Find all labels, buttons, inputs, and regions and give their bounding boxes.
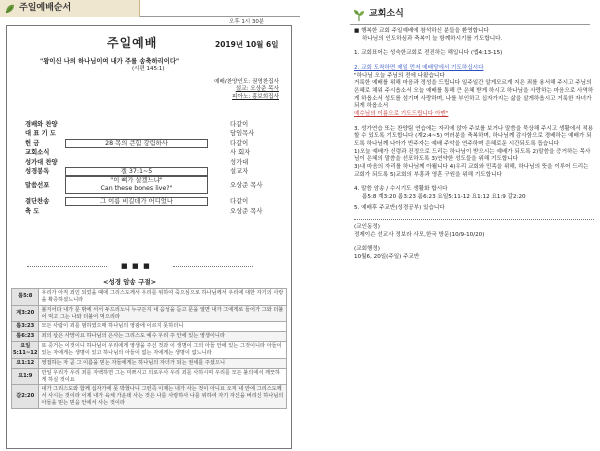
leader-sermon: 설교: 오상준 목사 bbox=[235, 86, 279, 93]
order-item: 결단찬송 bbox=[25, 198, 50, 206]
church-news-header bbox=[350, 5, 590, 25]
verse-text: 볼지어다 내가 문 밖에 서서 두드리노니 누구든지 내 음성을 듣고 문을 열면 내가 그에게로 들어가 그와 더불어 먹고 그는 나와 더불어 먹으리라 bbox=[39, 305, 287, 322]
worship-title: 주일예배 bbox=[107, 36, 158, 50]
sermon-title-box: "이 뼈가 살겠느냐" Can these bones live?" bbox=[65, 176, 208, 194]
worship-order-tab bbox=[0, 0, 140, 17]
members-news-text: 정제이슨 선교사 정보라 사모,한국 방문(10/9-10/20) bbox=[354, 231, 485, 238]
notice-2-title: 2. 교회 도착하면 제일 먼저 예배당에서 기도하십시다 bbox=[354, 64, 484, 71]
admin-news-title: (교회행정) bbox=[354, 246, 380, 253]
verse-text: 죄의 삯은 사망이요 하나님의 은사는 그리스도 예수 우리 주 안에 있는 영생이니라 bbox=[39, 332, 287, 342]
divider bbox=[27, 266, 107, 267]
memory-verse-title: <성경 암송 구절> bbox=[103, 278, 157, 286]
theme-verse: "왕이신 나의 하나님이여 내가 주를 송축하리이다" bbox=[40, 58, 180, 65]
table-row bbox=[12, 332, 287, 342]
table-row bbox=[12, 289, 287, 306]
leaf-icon bbox=[4, 3, 16, 15]
admin-news-text: 10월6, 20일(주일) 주교반 bbox=[354, 254, 420, 261]
worship-leaders bbox=[184, 79, 279, 101]
divider bbox=[173, 266, 253, 267]
order-leader: 담임목사 bbox=[230, 130, 255, 138]
order-item: 교회소식 bbox=[25, 149, 50, 157]
order-row bbox=[25, 198, 283, 207]
verse-ref: 갈2:20 bbox=[12, 385, 39, 409]
order-leader: 사 회자 bbox=[230, 149, 251, 157]
verse-ref: 롬5:8 bbox=[12, 289, 39, 306]
verse-ref: 요일 5:11~12 bbox=[12, 342, 39, 359]
order-row bbox=[25, 140, 283, 149]
notice-3: 3. 성가연습 또는 찬양팀 연습에는 자리에 앉아 주보를 보거나 말씀을 묵상해 주시고 생활에서 적용할 수 있도록 기도합니다 (계2:4~5) 여러분을 축복하며, 하나님께 감사함으로 경배하는 예배가 되도록 하나님께 나아가 반주자는 예배 주악을 연주하며 은혜로운 시간되도록 돕습니다 bbox=[354, 125, 594, 147]
leader-piano: 피아노: 홍보희집사 bbox=[232, 93, 279, 100]
order-content-box: 겔 37:1~5 bbox=[65, 167, 208, 176]
table-row bbox=[12, 305, 287, 322]
verse-ref: 요1:12 bbox=[12, 358, 39, 368]
plant-icon bbox=[352, 8, 366, 22]
table-row bbox=[12, 342, 287, 359]
verse-ref: 롬3:23 bbox=[12, 322, 39, 332]
worship-order-title: 주일예배순서 bbox=[19, 2, 72, 13]
notice-3-prayer-2: 3)내 마음의 자리를 하나님께 아룁니다 4)우리 교회와 민족을 위해, 하나님의 뜻을 이루어 드리는 교회가 되도록 5)교회의 부흥과 영혼 구원을 위해 기도합니다 bbox=[354, 163, 589, 178]
notice-2-quote: "하나님 오늘 주님의 전에 나왔습니다 bbox=[354, 72, 445, 79]
verse-text: 우리가 아직 죄인 되었을 때에 그리스도께서 우리를 위하여 죽으심으로 하나님께서 우리에 대한 자기의 사랑을 확증하셨느니라 bbox=[39, 289, 287, 306]
order-row bbox=[25, 121, 283, 130]
notice-4-verses: 롬5:8 계3:20 롬3:23 롬6:23 요일5:11-12 요1:12 요1:9 갈2:20 bbox=[362, 193, 526, 200]
verse-text: 모든 사람이 죄를 범하였으매 하나님의 영광에 이르지 못하더니 bbox=[39, 322, 287, 332]
order-content-box: 그 이름 비길데가 어디었나 bbox=[65, 197, 208, 206]
welcome-line: ■ 행복한 교회 주일예배에 참석하신 분들을 환영합니다 bbox=[354, 28, 489, 34]
notice-2-prayer: 거룩한 예배를 위해 마음과 정성을 드립니다 일주일간 알게모르게 지은 죄를 용서해 주시고 주님의 은혜로 채워 주시옵소서 오늘 예배를 통해 큰 은혜 받게 하시고 하나님을 사랑하는 마음으로 사역하게 하옵소서 성도를 섬기며 사랑하며, 나를 부인하고 십자가지는 삶을 살게하옵시고 거룩한 자녀가 되게 하옵소서 bbox=[354, 80, 594, 110]
worship-date: 2019년 10월 6일 bbox=[215, 40, 279, 49]
table-row bbox=[12, 358, 287, 368]
order-of-service bbox=[25, 121, 283, 217]
order-item: 말씀선포 bbox=[25, 182, 50, 190]
table-row bbox=[12, 368, 287, 385]
worship-time: 오후 1시 30분 bbox=[229, 19, 265, 25]
left-header-bar bbox=[0, 0, 300, 17]
order-item: 축 도 bbox=[25, 207, 40, 215]
divider bbox=[354, 219, 594, 220]
order-leader: 오상준 목사 bbox=[230, 182, 263, 190]
order-leader: 오상준 목사 bbox=[230, 207, 263, 215]
order-leader: 다같이 bbox=[230, 198, 249, 206]
notice-2-amen: 예수님의 이름으로 기도드립니다 아멘" bbox=[354, 110, 449, 117]
welcome-blessing: 하나님의 인도하심과 축복이 늘 함께하시기를 기도합니다. bbox=[362, 35, 503, 42]
leader-worship: 예배/찬양인도: 권영찬집사 bbox=[214, 79, 279, 85]
church-news-body bbox=[354, 28, 594, 262]
order-item: 성가대 찬양 bbox=[25, 158, 58, 166]
order-leader: 성가대 bbox=[230, 158, 249, 166]
divider-dots: ■ ■ ■ bbox=[121, 262, 151, 270]
verse-ref: 계3:20 bbox=[12, 305, 39, 322]
order-item: 헌 금 bbox=[25, 139, 40, 147]
order-item: 경배와 찬양 bbox=[25, 121, 58, 128]
order-item: 대 표 기 도 bbox=[25, 130, 56, 138]
members-news-title: (교인동정) bbox=[354, 224, 380, 231]
verse-ref: 롬6:23 bbox=[12, 332, 39, 342]
verse-text: 영접하는 자 곧 그 이름을 믿는 자들에게는 하나님의 자녀가 되는 권세를 주셨으니 bbox=[39, 358, 287, 368]
worship-panel bbox=[6, 25, 292, 449]
notice-2-ending bbox=[354, 111, 594, 119]
theme-verse-ref: (시편 145:1) bbox=[132, 66, 165, 72]
notice-5: 5. 예배후 주교반(성경공부) 있습니다 bbox=[354, 205, 445, 212]
verse-text: 또 증거는 이것이니 하나님이 우리에게 영생을 주신 것과 이 생명이 그의 아들 안에 있는 그것이니라 아들이 있는 자에게는 생명이 있고 하나님의 아들이 없는 자에게는 생명이 없느니라 bbox=[39, 342, 287, 359]
order-item: 성경봉독 bbox=[25, 167, 50, 175]
church-news-title: 교회소식 bbox=[369, 8, 404, 19]
order-leader: 다같이 bbox=[230, 139, 249, 147]
order-row bbox=[25, 149, 283, 158]
memory-verse-table bbox=[11, 288, 287, 409]
church-news-page bbox=[300, 0, 600, 451]
order-leader: 설교자 bbox=[230, 167, 249, 175]
verse-text: 내가 그리스도와 함께 십자가에 못 박혔나니 그런즉 이제는 내가 사는 것이 아니요 오직 내 안에 그리스도께서 사시는 것이라 이제 내가 육체 가운데 사는 것은 나를 사랑하사 나를 위하여 자기 자신을 버리신 하나님의 아들을 믿는 믿음 안에서 사는 것이라 bbox=[39, 385, 287, 409]
verse-ref: 요1:9 bbox=[12, 368, 39, 385]
notice-3-prayer-1: 1)오늘 예배가 신령과 진정으로 드리는 하나님이 받으시는 예배가 되도록 2)말씀을 증거하는 목사님이 은혜의 말씀을 선포하도록 3)연약한 성도들을 위해 기도합니다 bbox=[354, 148, 591, 163]
order-leader: 다같이 bbox=[230, 121, 249, 128]
table-row bbox=[12, 385, 287, 409]
notice-2-heading bbox=[354, 65, 594, 73]
table-row bbox=[12, 322, 287, 332]
order-row bbox=[25, 208, 283, 217]
order-content-box: 28 목의 큰힘 강림하사 bbox=[65, 139, 208, 148]
verse-text: 만일 우리가 우리 죄를 자백하면 그는 미쁘시고 의로우사 우리 죄를 사하시며 우리를 모든 불의에서 깨끗하게 하실 것이요 bbox=[39, 368, 287, 385]
notice-4: 4. 말씀 암송 / 수시기도 생활화 합시다 bbox=[354, 186, 448, 193]
order-row bbox=[25, 177, 283, 198]
notice-1: 1. 교회표어는 성숙한교회로 전진하는 해입니다 (엡4:13-15) bbox=[354, 50, 503, 57]
